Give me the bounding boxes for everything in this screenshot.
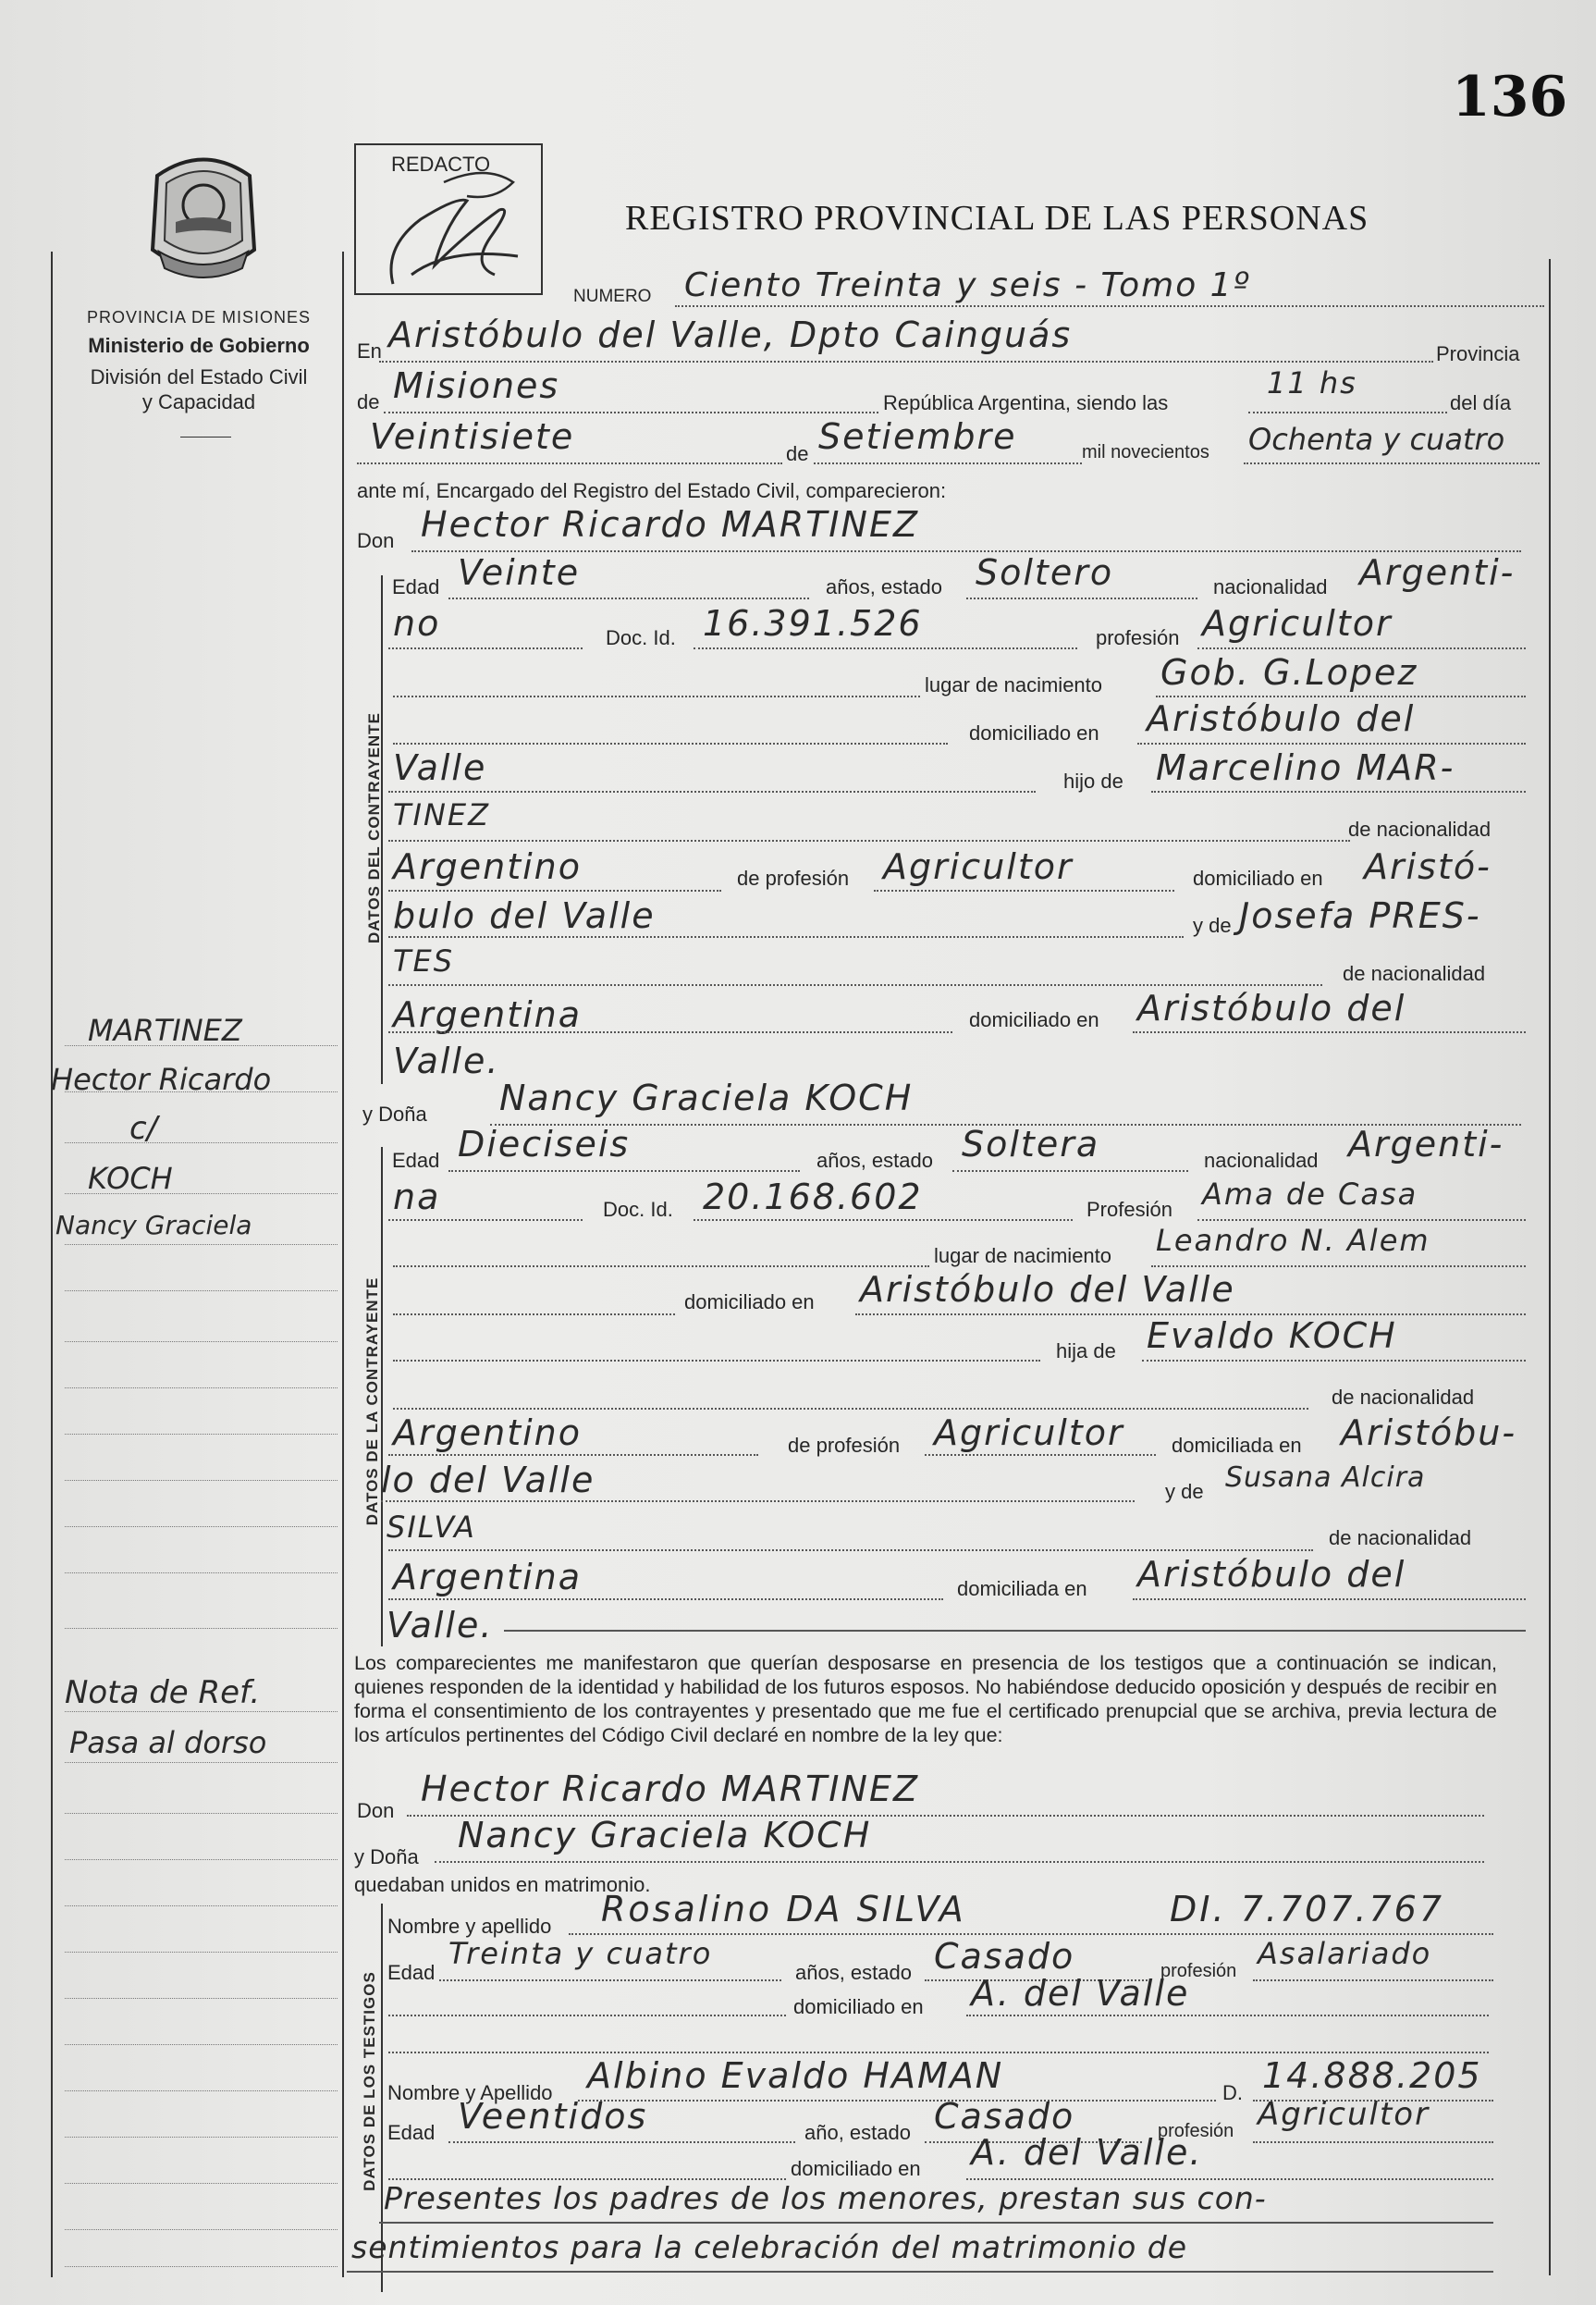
margin-name-bride: Nancy Graciela [55,1210,252,1240]
groom-padre-dom-b: bulo del Valle [393,895,656,936]
w2-doc: 14.888.205 [1262,2055,1482,2096]
margin-note-dorso: Pasa al dorso [69,1725,267,1760]
groom-padre-dom-a: Aristó- [1364,846,1492,887]
groom-padre-nac: Argentino [393,846,582,887]
groom-domicilio-label: domiciliado en [969,721,1099,745]
page-number: 136 [1452,65,1568,129]
bride-madre-a: Susana Alcira [1225,1461,1426,1494]
bride-nacionalidad-b: na [393,1177,441,1217]
numero-value: Ciento Treinta y seis - Tomo 1º [684,266,1251,304]
bride-madre-dom-a: Aristóbulo del [1137,1554,1406,1595]
bride-padre-dom-b: lo del Valle [381,1460,595,1500]
groom-padre-dom-label: domiciliado en [1193,867,1323,890]
bride-padre: Evaldo KOCH [1147,1315,1397,1356]
month-value: Setiembre [818,416,1017,457]
bride-nacionalidad-a: Argenti- [1348,1124,1504,1165]
groom-madre-dom-a: Aristóbulo del [1137,988,1406,1029]
groom-section-label: DATOS DEL CONTRAYENTE [365,712,383,943]
groom-madre-nac: Argentina [393,994,583,1035]
month-label: de [786,442,809,465]
right-border [1549,259,1551,2275]
w1-profesion: Asalariado [1258,1936,1432,1971]
groom-madre-dom-label: domiciliado en [969,1008,1099,1031]
w1-profesion-label: profesión [1160,1961,1237,1981]
w2-doc-label: D. [1222,2081,1243,2104]
bride-lugar-label: lugar de nacimiento [934,1244,1112,1267]
margin-name-groom: Hector Ricardo [51,1062,272,1097]
groom-padre-prof-label: de profesión [737,867,850,890]
margin-surname-bride: KOCH [88,1161,173,1196]
witness-section-label: DATOS DE LOS TESTIGOS [361,1971,378,2191]
w2-edad-label: Edad [387,2121,436,2144]
decl-bride: Nancy Graciela KOCH [458,1815,872,1855]
republica-label: República Argentina, siendo las [883,391,1169,414]
decl-closing: quedaban unidos en matrimonio. [354,1873,651,1896]
margin-note-ref: Nota de Ref. [65,1674,261,1711]
redacto-stamp [354,143,543,295]
sidebar-ministry: Ministerio de Gobierno [88,334,310,357]
groom-madre-label: y de [1193,914,1232,937]
groom-doc-label: Doc. Id. [606,626,676,649]
w2-edad: Veentidos [458,2096,648,2137]
sidebar-province: PROVINCIA DE MISIONES [86,308,312,327]
groom-madre-b: TES [393,943,455,979]
groom-nacionalidad-a: Argenti- [1359,552,1516,593]
groom-padre-b: TINEZ [393,797,491,832]
del-dia-label: del día [1450,391,1512,414]
groom-madre-dom-b: Valle. [393,1041,500,1081]
groom-padre-a: Marcelino MAR- [1156,747,1455,788]
w1-domicilio-label: domiciliado en [793,1995,924,2018]
w1-edad: Treinta y cuatro [448,1936,713,1971]
bride-domicilio: Aristóbulo del Valle [860,1269,1235,1310]
bride-profesion-label: Profesión [1087,1198,1172,1221]
groom-madre-a: Josefa PRES- [1239,895,1481,936]
numero-label: NUMERO [573,287,652,306]
footer-note-line2: sentimientos para la celebración del matrimonio de [351,2229,1188,2265]
groom-domicilio-a: Aristóbulo del [1147,698,1416,739]
bride-domicilio-label: domiciliado en [684,1290,815,1313]
w1-nombre: Rosalino DA SILVA [601,1889,966,1929]
registry-title: REGISTRO PROVINCIAL DE LAS PERSONAS [625,199,1369,238]
bride-edad: Dieciseis [458,1124,631,1165]
bride-padre-dom-label: domiciliada en [1172,1434,1302,1457]
bride-name: Nancy Graciela KOCH [499,1078,914,1118]
w1-estado: Casado [934,1936,1075,1977]
groom-madre-nac-label: de nacionalidad [1343,962,1486,985]
w1-edad-label: Edad [387,1961,436,1984]
bride-madre-dom-b: Valle. [387,1605,494,1646]
w2-domicilio: A. del Valle. [971,2132,1203,2173]
groom-doc: 16.391.526 [703,603,923,644]
place-value: Aristóbulo del Valle, Dpto Cainguás [388,314,1073,355]
bride-madre-nac-label: de nacionalidad [1329,1526,1472,1549]
declaration-paragraph: Los comparecientes me manifestaron que querían desposarse en presencia de los testigos que a continuación se indican, quienes responden de la identidad y habilidad de los futuros esposos. No habiéndose deducido oposición y después de recibir en forma el consentimiento de los contrayentes y presentado que me fue el certificado prenupcial que se archiva, previa lectura de los artículos pertinentes del Código Civil declaré en nombre de la ley que: [354,1652,1497,1746]
stamp-signature [356,145,541,293]
hour-value: 11 hs [1267,365,1357,401]
groom-profesion-label: profesión [1096,626,1180,649]
province-value: Misiones [393,365,560,406]
groom-nacionalidad-b: no [393,603,441,644]
groom-padre-prof: Agricultor [883,846,1074,887]
bride-estado-label: años, estado [816,1149,933,1172]
bride-hija-label: hija de [1056,1339,1116,1362]
en-label: En [357,339,382,363]
bride-madre-nac: Argentina [393,1557,583,1597]
sidebar-division: División del Estado Civil [90,365,308,388]
bride-madre-label: y de [1165,1480,1204,1503]
w2-profesion-label: profesión [1158,2121,1234,2141]
bride-padre-dom-a: Aristóbu- [1341,1412,1517,1453]
margin-surname-groom: MARTINEZ [88,1013,242,1048]
dona-label: y Doña [362,1103,427,1126]
groom-padre-nac-label: de nacionalidad [1348,818,1492,841]
groom-edad: Veinte [458,552,581,593]
footer-note-line1: Presentes los padres de los menores, prestan sus con- [384,2180,1267,2216]
groom-nacionalidad-label: nacionalidad [1213,575,1328,598]
sidebar-right-border [342,252,344,2277]
groom-hijo-label: hijo de [1063,770,1123,793]
bride-madre-dom-label: domiciliada en [957,1577,1087,1600]
w1-domicilio: A. del Valle [971,1973,1190,2014]
bride-estado: Soltera [962,1124,1100,1165]
year-label: mil novecientos [1082,442,1209,462]
w1-estado-label: años, estado [795,1961,912,1984]
provincia-label: Provincia [1436,342,1520,365]
decl-dona-label: y Doña [354,1845,419,1868]
margin-connector: c/ [129,1110,158,1147]
bride-padre-prof: Agricultor [934,1412,1124,1453]
bride-doc: 20.168.602 [703,1177,923,1217]
left-border [51,252,53,2277]
bride-padre-prof-label: de profesión [788,1434,901,1457]
w2-profesion: Agricultor [1258,2096,1430,2133]
bride-doc-label: Doc. Id. [603,1198,673,1221]
provincial-seal [139,148,268,287]
bride-nacionalidad-label: nacionalidad [1204,1149,1319,1172]
w2-estado-label: año, estado [804,2121,911,2144]
redacto-label: REDACTO [391,153,491,176]
decl-don-label: Don [357,1799,395,1822]
bride-lugar: Leandro N. Alem [1156,1223,1430,1258]
bride-madre-b: SILVA [387,1510,476,1545]
bride-padre-nac-label: de nacionalidad [1332,1386,1475,1409]
groom-estado: Soltero [976,552,1114,593]
sidebar-capacity: y Capacidad [141,390,256,413]
day-value: Veintisiete [370,416,575,457]
w1-nombre-label: Nombre y apellido [387,1915,552,1938]
year-value: Ochenta y cuatro [1248,422,1505,457]
bride-padre-nac: Argentino [393,1412,582,1453]
groom-name: Hector Ricardo MARTINEZ [421,504,919,545]
groom-profesion: Agricultor [1202,603,1393,644]
bride-edad-label: Edad [392,1149,440,1172]
groom-edad-label: Edad [392,575,440,598]
don-label: Don [357,529,395,552]
w2-nombre-label: Nombre y Apellido [387,2081,553,2104]
w2-domicilio-label: domiciliado en [791,2157,921,2180]
w2-estado: Casado [934,2096,1075,2137]
groom-domicilio-b: Valle [393,747,487,788]
w1-doc: DI. 7.707.767 [1170,1889,1445,1929]
bride-section-label: DATOS DE LA CONTRAYENTE [363,1276,381,1526]
groom-lugar: Gob. G.Lopez [1160,652,1418,693]
decl-groom: Hector Ricardo MARTINEZ [421,1769,919,1809]
sidebar-divider [180,437,231,438]
groom-lugar-label: lugar de nacimiento [925,673,1103,696]
w2-nombre: Albino Evaldo HAMAN [587,2055,1004,2096]
de-label: de [357,390,380,413]
bride-profesion: Ama de Casa [1202,1177,1418,1212]
groom-estado-label: años, estado [826,575,942,598]
ante-mi-text: ante mí, Encargado del Registro del Estado Civil, comparecieron: [357,479,947,502]
